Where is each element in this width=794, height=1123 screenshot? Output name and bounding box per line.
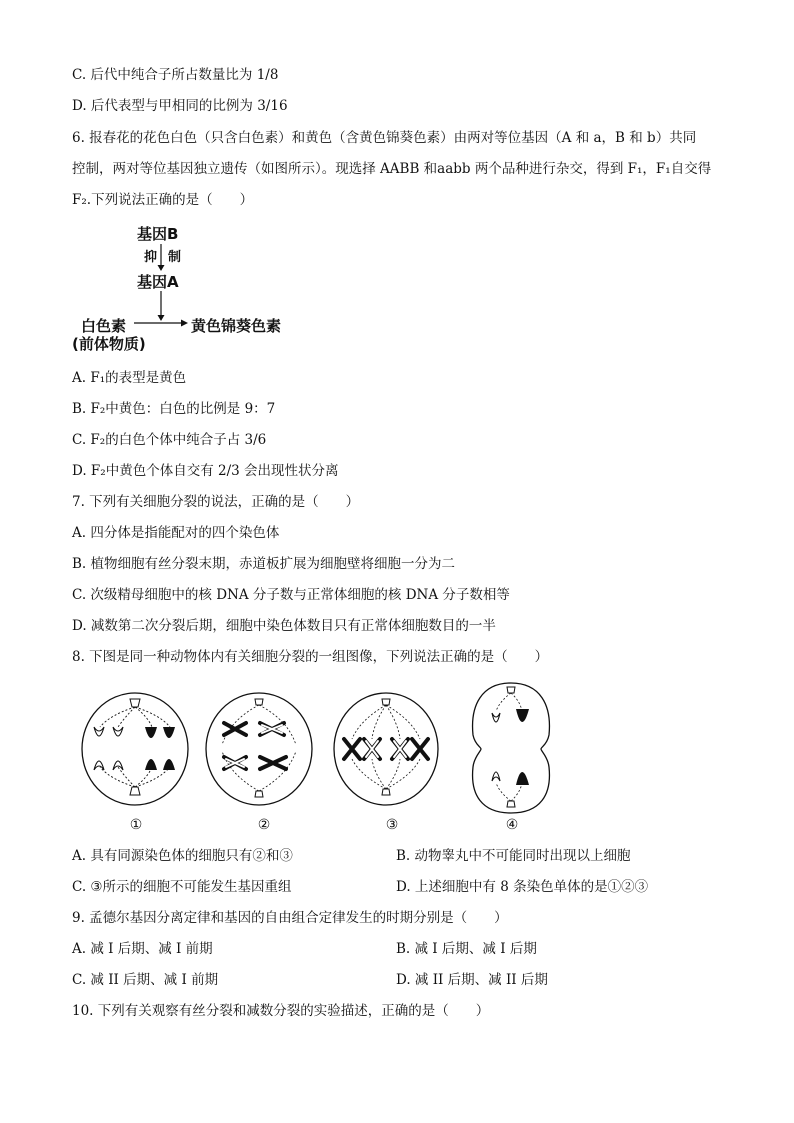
- pathway-arrows: [0, 0, 794, 360]
- q7-option-b: B. 植物细胞有丝分裂末期，赤道板扩展为细胞壁将细胞一分为二: [72, 556, 456, 572]
- cell-3: [334, 693, 438, 805]
- yellow-pigment-label: 黄色锦葵色素: [191, 317, 282, 335]
- q6-option-d: D. F₂中黄色个体自交有 2/3 会出现性状分离: [72, 463, 339, 479]
- q6-option-a: A. F₁的表型是黄色: [72, 370, 187, 386]
- cell-label-4: ④: [505, 817, 519, 833]
- cell-2: [206, 693, 312, 805]
- q9-option-c: C. 减 II 后期、减 I 前期: [72, 972, 219, 988]
- white-pigment-label: 白色素: [81, 317, 127, 335]
- inhibit-arrow-head: [158, 265, 165, 271]
- q6-option-c: C. F₂的白色个体中纯合子占 3/6: [72, 432, 267, 448]
- q8-option-c: C. ③所示的细胞不可能发生基因重组: [72, 879, 292, 895]
- inhibit-label-right: 制: [168, 250, 182, 265]
- q7-option-a: A. 四分体是指能配对的四个染色体: [72, 525, 280, 541]
- gene-b-label: 基因B: [137, 225, 179, 243]
- gene-a-arrow-head: [158, 315, 165, 321]
- q7-option-d: D. 减数第二次分裂后期，细胞中染色体数目只有正常体细胞数目的一半: [72, 618, 496, 634]
- q6-stem-line1: 6. 报春花的花色白色（只含白色素）和黄色（含黄色锦葵色素）由两对等位基因（A 和 a，B 和 b）共同: [72, 130, 697, 146]
- cell-1: [82, 693, 188, 805]
- q10-stem: 10. 下列有关观察有丝分裂和减数分裂的实验描述，正确的是（ ）: [72, 1003, 490, 1019]
- q8-stem: 8. 下图是同一种动物体内有关细胞分裂的一组图像，下列说法正确的是（ ）: [72, 649, 549, 665]
- q9-stem: 9. 孟德尔基因分离定律和基因的自由组合定律发生的时期分别是（ ）: [72, 910, 508, 926]
- q5-option-c: C. 后代中纯合子所占数量比为 1/8: [72, 67, 279, 83]
- cell-4: [473, 683, 550, 813]
- cell-label-3: ③: [385, 817, 399, 833]
- q5-option-d: D. 后代表型与甲相同的比例为 3/16: [72, 98, 288, 114]
- q9-option-a: A. 减 I 后期、减 I 前期: [72, 941, 213, 957]
- cell-label-2: ②: [257, 817, 271, 833]
- precursor-label: (前体物质): [72, 335, 146, 353]
- q6-option-b: B. F₂中黄色：白色的比例是 9：7: [72, 401, 276, 417]
- q7-option-c: C. 次级精母细胞中的核 DNA 分子数与正常体细胞的核 DNA 分子数相等: [72, 587, 510, 603]
- q8-option-a: A. 具有同源染色体的细胞只有②和③: [72, 848, 293, 864]
- cell-label-1: ①: [129, 817, 143, 833]
- gene-a-label: 基因A: [137, 273, 179, 291]
- q6-stem-line3: F₂.下列说法正确的是（ ）: [72, 192, 254, 208]
- conversion-arrow-head: [181, 320, 188, 327]
- q7-stem: 7. 下列有关细胞分裂的说法，正确的是（ ）: [72, 494, 360, 510]
- q6-stem-line2: 控制，两对等位基因独立遗传（如图所示）。现选择 AABB 和aabb 两个品种进行杂交，得到 F₁，F₁自交得: [72, 161, 712, 177]
- q9-option-b: B. 减 I 后期、减 I 后期: [396, 941, 537, 957]
- q8-option-b: B. 动物睾丸中不可能同时出现以上细胞: [396, 848, 631, 864]
- q8-option-d: D. 上述细胞中有 8 条染色单体的是①②③: [396, 879, 649, 895]
- inhibit-label-left: 抑: [144, 250, 158, 265]
- q9-option-d: D. 减 II 后期、减 II 后期: [396, 972, 548, 988]
